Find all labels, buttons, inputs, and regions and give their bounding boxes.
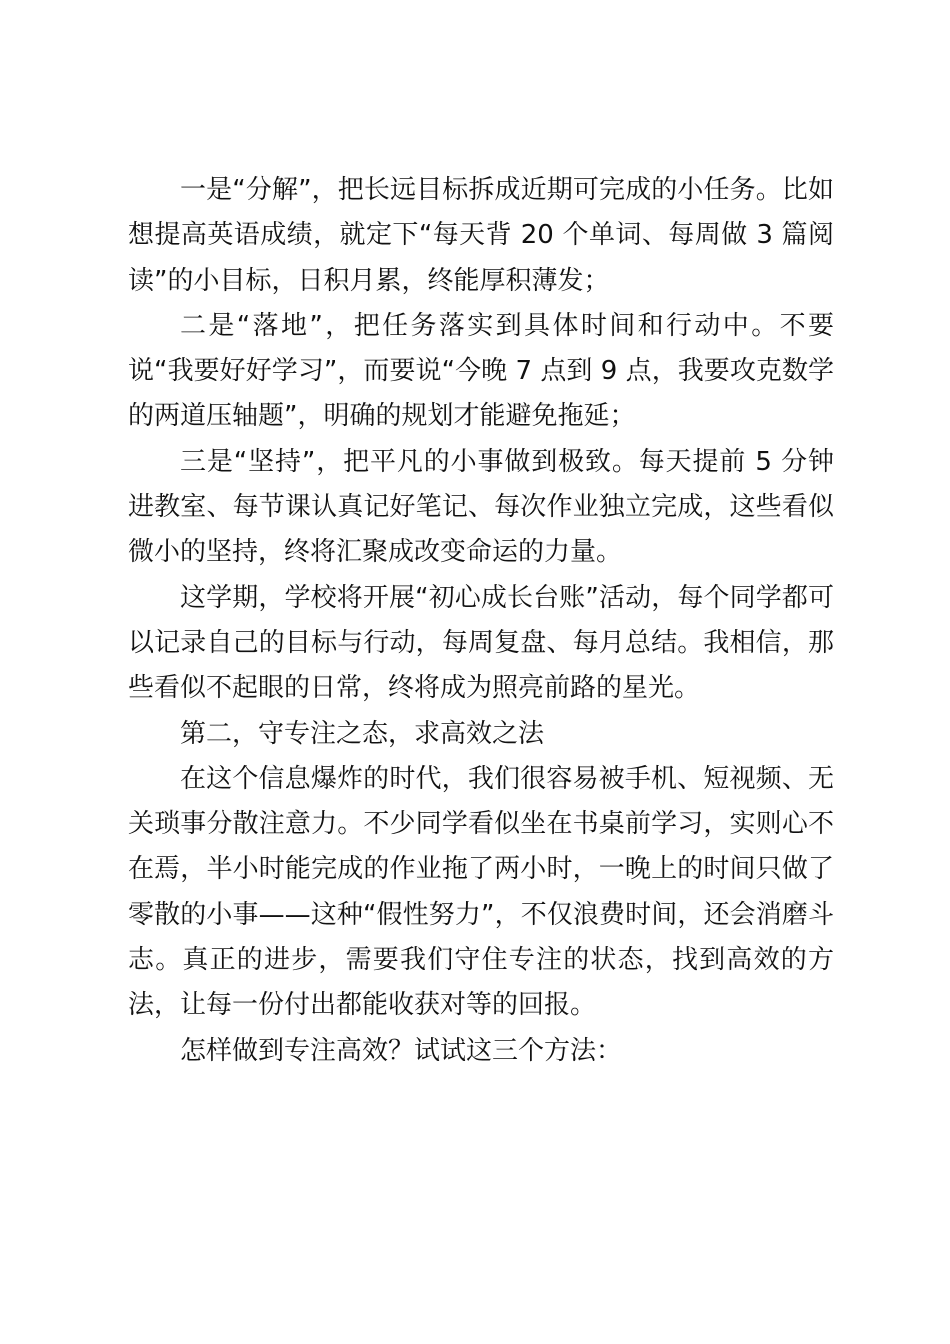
- paragraph-persist: 三是“坚持”，把平凡的小事做到极致。每天提前 5 分钟进教室、每节课认真记好笔记、每次作业独立完成，这些看似微小的坚持，终将汇聚成改变命运的力量。: [128, 446, 834, 568]
- paragraph-decompose: 一是“分解”，把长远目标拆成近期可完成的小任务。比如想提高英语成绩，就定下“每天背 20 个单词、每周做 3 篇阅读”的小目标，日积月累，终能厚积薄发；: [128, 175, 834, 296]
- section-heading-focus: 第二，守专注之态，求高效之法: [180, 718, 545, 749]
- paragraph-activity: 这学期，学校将开展“初心成长台账”活动，每个同学都可以记录自己的目标与行动，每周复盘、每月总结。我相信，那些看似不起眼的日常，终将成为照亮前路的星光。: [128, 582, 834, 704]
- paragraph-implement: 二是“落地”，把任务落实到具体时间和行动中。不要说“我要好好学习”，而要说“今晚 7 点到 9 点，我要攻克数学的两道压轴题”，明确的规划才能避免拖延；: [128, 310, 834, 432]
- paragraph-methods-intro: 怎样做到专注高效？试试这三个方法：: [180, 1035, 623, 1066]
- paragraph-distraction: 在这个信息爆炸的时代，我们很容易被手机、短视频、无关琐事分散注意力。不少同学看似坐在书桌前学习，实则心不在焉，半小时能完成的作业拖了两小时，一晚上的时间只做了零散的小事——这种“假性努力”，不仅浪费时间，还会消磨斗志。真正的进步，需要我们守住专注的状态，找到高效的方法，让每一份付出都能收获对等的回报。: [128, 763, 834, 1021]
- document-body: [128, 168, 834, 1074]
